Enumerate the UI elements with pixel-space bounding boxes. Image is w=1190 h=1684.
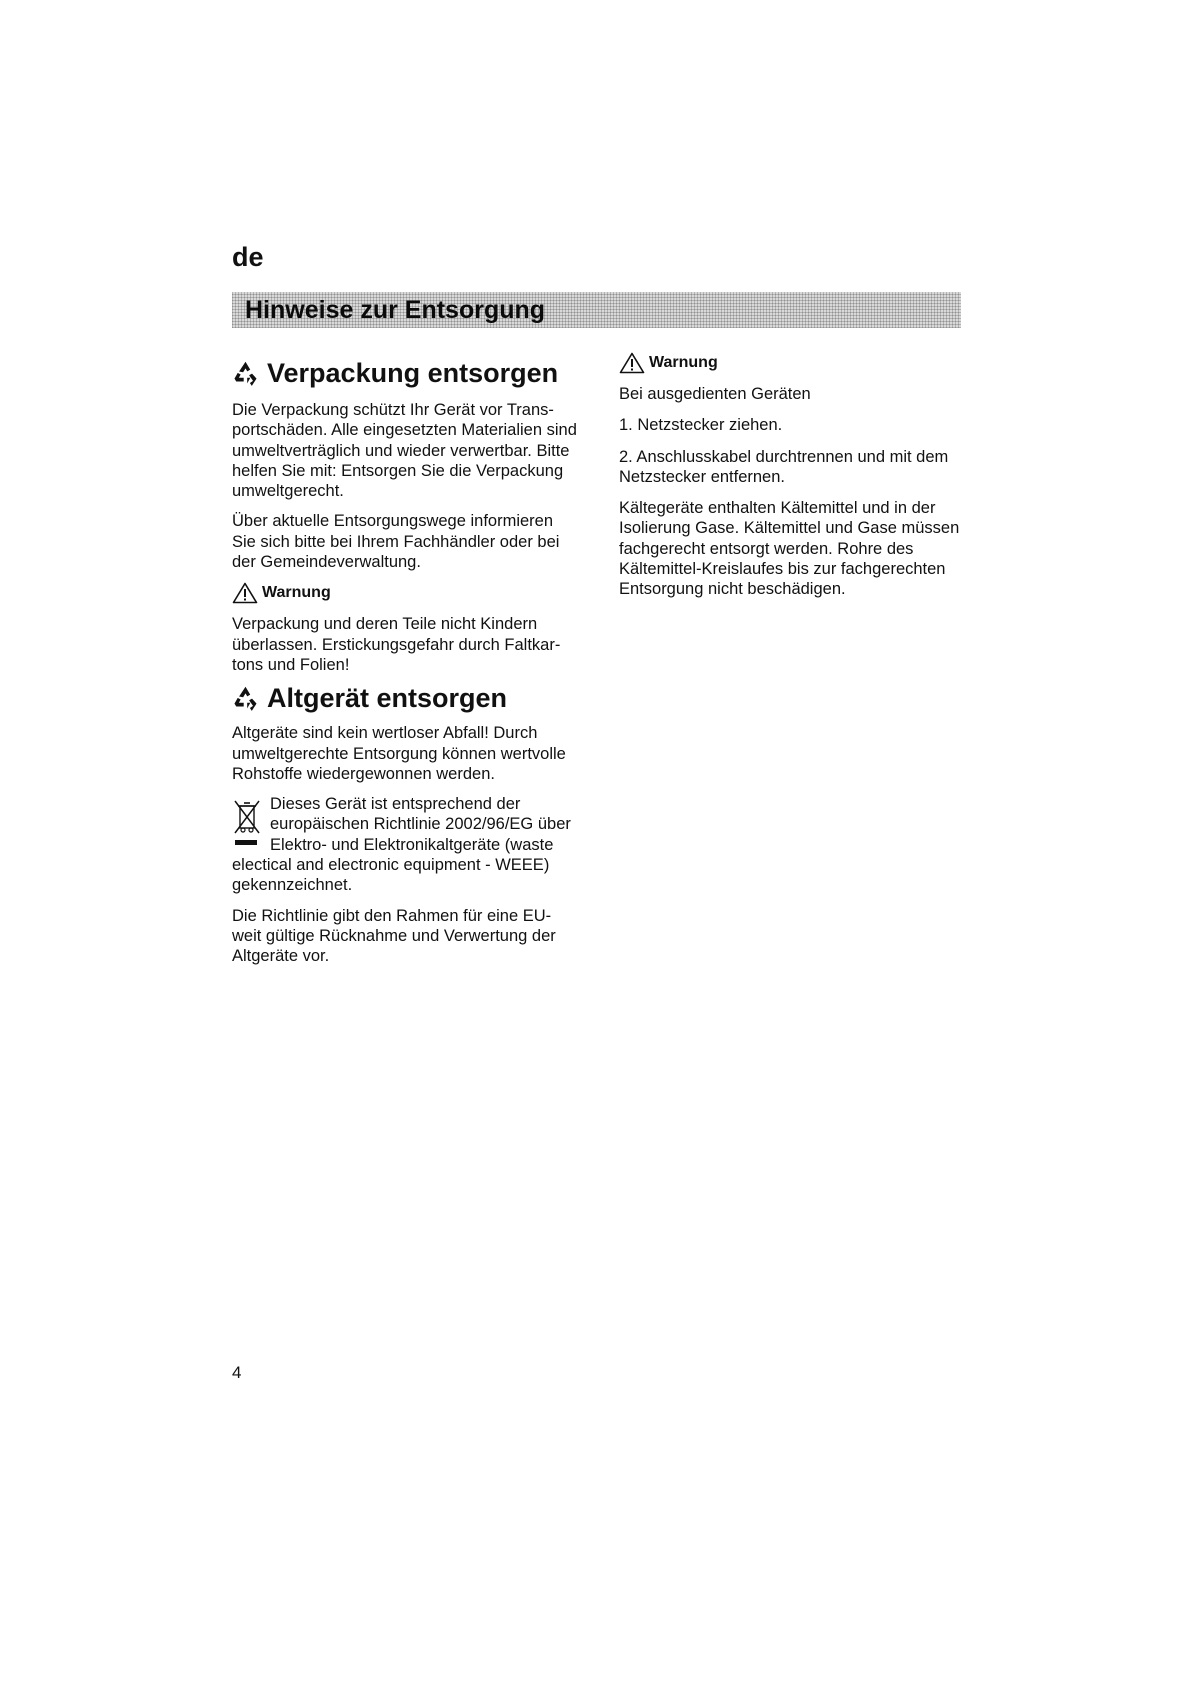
packaging-paragraph-1: Die Verpackung schützt Ihr Gerät vor Transportschäden. Alle eingesetzten Materialien sind umweltverträglich und wieder verwertbar. Bitte helfen Sie mit: Entsorgen Sie die Verpackung umweltgerecht.	[232, 401, 577, 501]
packaging-warning-text: Verpackung und deren Teile nicht Kindern überlassen. Erstickungsgefahr durch Faltkartons und Folien!	[232, 615, 561, 674]
recycle-icon	[232, 360, 259, 387]
recycle-icon	[232, 685, 259, 712]
weee-text: Dieses Gerät ist entsprechend der europäischen Richtlinie 2002/96/EG über Elektro- und Elektronikaltgeräte (waste electical and electronic equipment - WEEE) gekennzeichnet.	[232, 795, 571, 895]
step-2: 2. Anschlusskabel durchtrennen und mit dem Netzstecker entfernen.	[619, 447, 949, 486]
right-column	[619, 350, 964, 600]
old-appliance-paragraph-3: Die Richtlinie gibt den Rahmen für eine EU-weit gültige Rücknahme und Verwertung der Altgeräte vor.	[232, 906, 556, 966]
packaging-paragraph-2: Über aktuelle Entsorgungswege informieren Sie sich bitte bei Ihrem Fachhändler oder bei der Gemeindeverwaltung.	[232, 512, 560, 572]
old-appliance-paragraph-1: Altgeräte sind kein wertloser Abfall! Durch umweltgerechte Entsorgung können wertvolle Rohstoffe wiedergewonnen werden.	[232, 724, 566, 783]
old-appliance-heading-row	[232, 681, 577, 715]
packaging-warning-label: Warnung	[262, 584, 331, 602]
appliance-warning-label: Warnung	[649, 354, 718, 371]
packaging-heading: Verpackung entsorgen	[267, 358, 559, 388]
left-column	[232, 350, 577, 967]
page-number: 4	[232, 1363, 242, 1382]
packaging-heading-row	[232, 356, 577, 390]
language-code: de	[232, 242, 264, 272]
warning-triangle-icon	[619, 352, 645, 374]
appliance-warning-header	[619, 352, 964, 374]
section-title: Hinweise zur Entsorgung	[245, 296, 546, 324]
warning-triangle-icon	[232, 582, 258, 604]
weee-block	[232, 794, 577, 895]
crossed-out-bin-icon	[232, 798, 262, 854]
section-banner	[232, 292, 961, 328]
step-1: 1. Netzstecker ziehen.	[619, 416, 783, 435]
old-appliance-heading: Altgerät entsorgen	[267, 683, 508, 714]
packaging-warning-header	[232, 582, 577, 604]
refrigerant-paragraph: Kältegeräte enthalten Kältemittel und in der Isolierung Gase. Kältemittel und Gase müssen fachgerecht entsorgt werden. Rohre des Kältemittel-Kreislaufes bis zur fachgerechten Entsorgung nicht beschädigen.	[619, 499, 960, 599]
appliance-warning-intro: Bei ausgedienten Geräten	[619, 385, 811, 403]
